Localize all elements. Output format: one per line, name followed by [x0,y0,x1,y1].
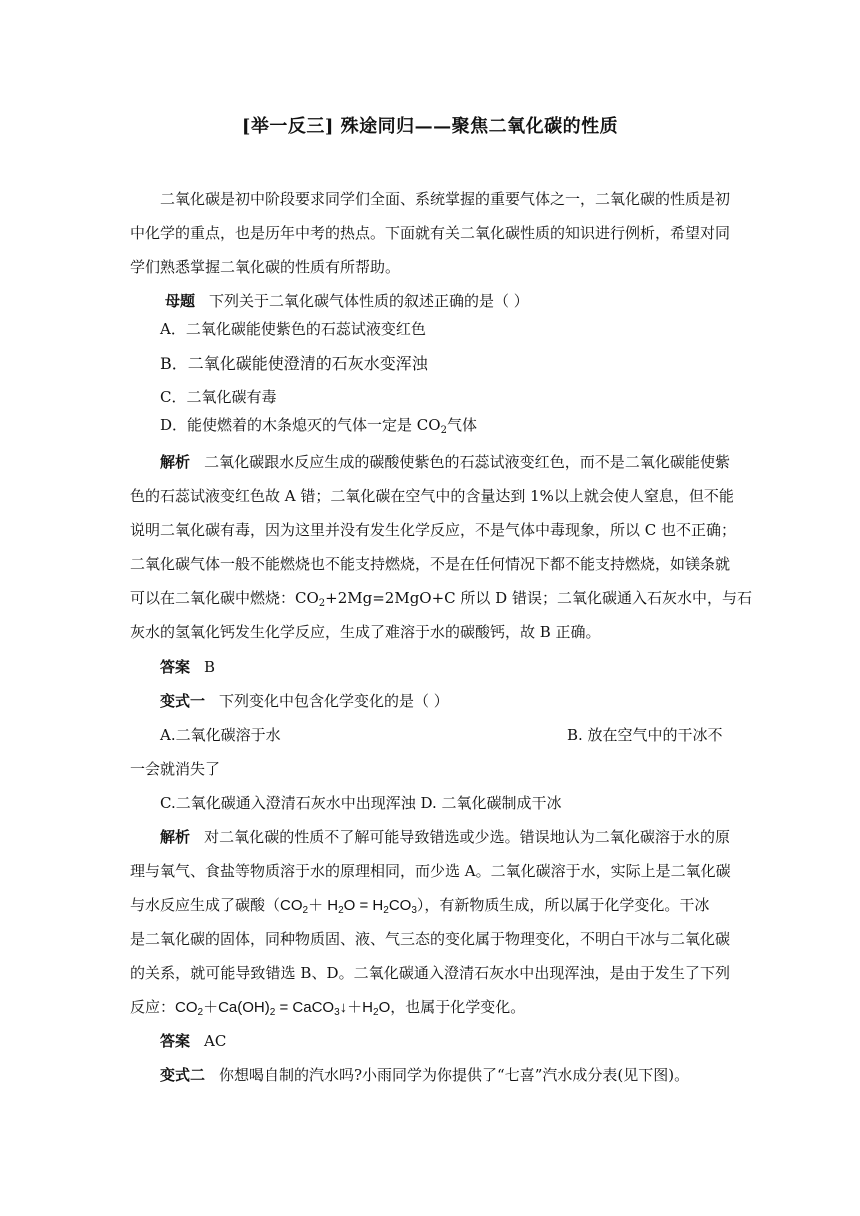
mother-option-b: B．二氧化碳能使澄清的石灰水变浑浊 [160,354,428,373]
analysis1-line-4: 二氧化碳气体一般不能燃烧也不能支持燃烧，不是在任何情况下都不能支持燃烧，如镁条就 [130,555,731,573]
analysis1-line-3: 说明二氧化碳有毒，因为这里并没有发生化学反应，不是气体中毒现象，所以 C 也不正确； [130,521,737,539]
analysis2-line-6: 反应：$CO_2+Ca(OH)_2$ = $CaCO_3↓+H_2O$，也属于化学变化。 [130,998,526,1018]
intro-line-3: 学们熟悉掌握二氧化碳的性质有所帮助。 [130,258,401,276]
mother-option-c: C．二氧化碳有毒 [160,388,277,406]
mother-question [165,294,765,309]
equation-limewater: $CO_2+Ca(OH)_2$ = $CaCO_3↓+H_2O$ [175,999,391,1018]
variant1-option-a: A.二氧化碳溶于水 [160,726,281,744]
analysis2-line-3: 与水反应生成了碳酸$(CO_2+ H_2O = H_2CO_3)$，有新物质生成，所以属于化学变化。干冰 [130,896,710,916]
intro-line-1: 二氧化碳是初中阶段要求同学们全面、系统掌握的重要气体之一，二氧化碳的性质是初 [160,190,731,208]
page-title: [举一反三] 殊途同归——聚焦二氧化碳的性质 [241,116,619,137]
answer2 [160,1034,760,1049]
analysis2-line-2: 理与氧气、食盐等物质溶于水的原理相同，而少选 A。二氧化碳溶于水，实际上是二氧化碳 [130,862,731,880]
answer1 [160,660,760,675]
mother-option-d: D．能使燃着的木条熄灭的气体一定是 $CO_2$气体 [160,416,477,436]
answer1-value: B [204,658,216,676]
analysis1-label: 解析 [160,453,191,471]
variant1-options-cd: C.二氧化碳通入澄清石灰水中出现浑浊 D. 二氧化碳制成干冰 [160,794,562,812]
analysis2-line-1: 解析 对二氧化碳的性质不了解可能导致错选或少选。错误地认为二氧化碳溶于水的原 [160,828,730,846]
analysis2-label: 解析 [160,828,191,846]
analysis1-line-1: 解析 二氧化碳跟水反应生成的碳酸使紫色的石蕊试液变红色，而不是二氧化碳能使紫 [160,453,730,471]
variant1-option-b: B. 放在空气中的干冰不 [567,726,723,744]
variant2-question: 变式二 你想喝自制的汽水吗?小雨同学为你提供了“七喜”汽水成分表(见下图)。 [160,1066,690,1084]
mother-option-a: A．二氧化碳能使紫色的石蕊试液变红色 [160,320,426,338]
intro-line-2: 中化学的重点，也是历年中考的热点。下面就有关二氧化碳性质的知识进行例析，希望对同 [130,224,731,242]
answer1-label: 答案 [160,658,191,676]
analysis2-line-5: 的关系，就可能导致错选 B、D。二氧化碳通入澄清石灰水中出现浑浊，是由于发生了下列 [130,964,730,982]
mother-question-text: 下列关于二氧化碳气体性质的叙述正确的是（ ） [209,292,529,310]
variant2-label: 变式二 [160,1066,206,1084]
answer2-label: 答案 [160,1032,191,1050]
analysis2-line-4: 是二氧化碳的固体，同种物质固、液、气三态的变化属于物理变化，不明白干冰与二氧化碳 [130,930,731,948]
answer2-value: AC [204,1032,227,1050]
variant1-option-b-cont: 一会就消失了 [130,760,221,778]
analysis1-line-5: 可以在二氧化碳中燃烧：$CO_2+2Mg=2MgO+C$ 所以 D 错误；二氧化碳通入石灰水中，与石 [130,589,752,609]
equation-carbonic-acid: $CO_2+ H_2O = H_2CO_3$ [280,897,417,916]
variant1-question: 变式一 下列变化中包含化学变化的是（ ） [160,692,449,710]
analysis1-line-2: 色的石蕊试液变红色故 A 错；二氧化碳在空气中的含量达到 1%以上就会使人窒息，但不能 [130,487,734,505]
analysis1-line-6: 灰水的氢氧化钙发生化学反应，生成了难溶于水的碳酸钙，故 B 正确。 [130,623,601,641]
mother-label: 母题 [165,292,196,310]
variant1-label: 变式一 [160,692,206,710]
